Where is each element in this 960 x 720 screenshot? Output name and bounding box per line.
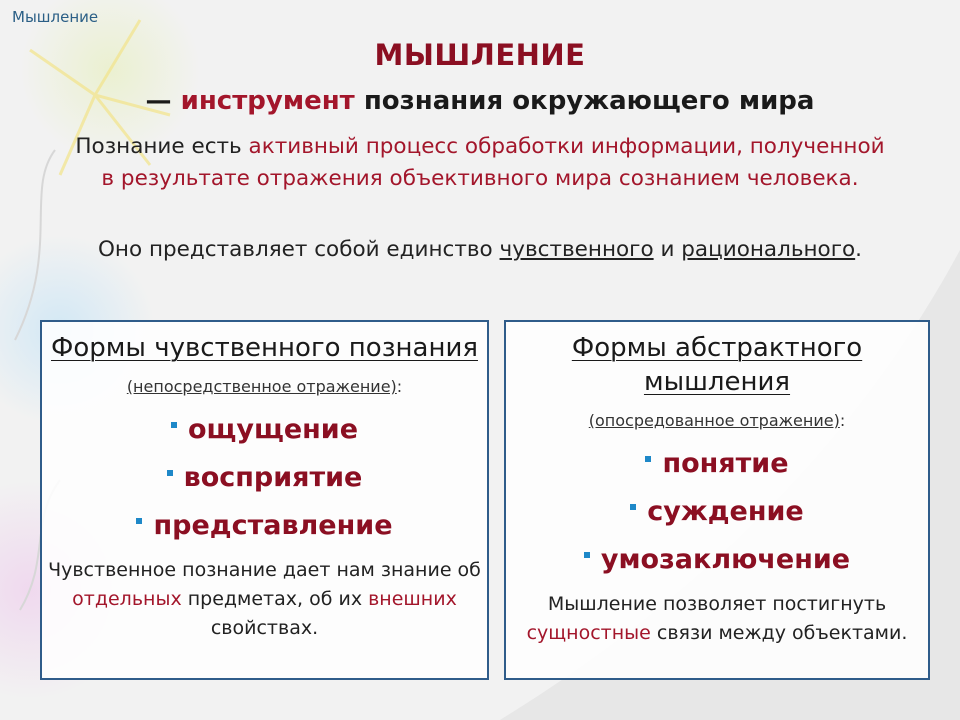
definition-start: Познание есть — [75, 134, 249, 159]
unity-rational: рационального — [681, 237, 856, 262]
unity-middle: и — [653, 237, 682, 262]
unity-sensory: чувственного — [499, 237, 654, 262]
definition-accent: активный процесс обработки информации, полученной в результате отражения объективного мира сознанием человека. — [101, 134, 885, 191]
abstract-forms-list — [506, 440, 928, 584]
bullet-icon — [136, 518, 142, 524]
bullet-icon — [171, 422, 177, 428]
sensory-box-subtitle: (непосредственное отражение): — [126, 377, 403, 396]
sensory-box-title: Формы чувственного познания — [51, 333, 478, 363]
slide-title: МЫШЛЕНИЕ — [374, 38, 586, 72]
abstract-box-title: Формы абстрактного мышления — [571, 333, 863, 397]
corner-label: Мышление — [12, 8, 99, 26]
subtitle-accent: инструмент — [180, 86, 355, 116]
bullet-icon — [630, 504, 636, 510]
list-item: суждение — [506, 488, 928, 536]
list-item: представление — [42, 502, 487, 550]
subtitle-rest: познания окружающего мира — [354, 86, 815, 116]
abstract-thinking-box — [504, 320, 930, 680]
sensory-forms-list — [42, 406, 487, 550]
bullet-icon — [584, 552, 590, 558]
unity-paragraph — [70, 234, 890, 266]
slide-subtitle — [0, 86, 960, 116]
list-item: ощущение — [42, 406, 487, 454]
sensory-cognition-box — [40, 320, 489, 680]
abstract-box-subtitle: (опосредованное отражение): — [588, 411, 846, 430]
unity-start: Оно представляет собой единство — [98, 237, 500, 262]
list-item: умозаключение — [506, 536, 928, 584]
list-item: понятие — [506, 440, 928, 488]
abstract-box-description: Мышление позволяет постигнуть сущностные связи между объектами. — [526, 593, 908, 644]
subtitle-dash: — — [145, 86, 181, 116]
definition-paragraph — [70, 131, 890, 195]
bullet-icon — [645, 456, 651, 462]
list-item: восприятие — [42, 454, 487, 502]
sensory-box-description: Чувственное познание дает нам знание об отдельных предметах, об их внешних свойствах. — [48, 559, 481, 639]
bullet-icon — [167, 470, 173, 476]
unity-end: . — [855, 237, 862, 262]
